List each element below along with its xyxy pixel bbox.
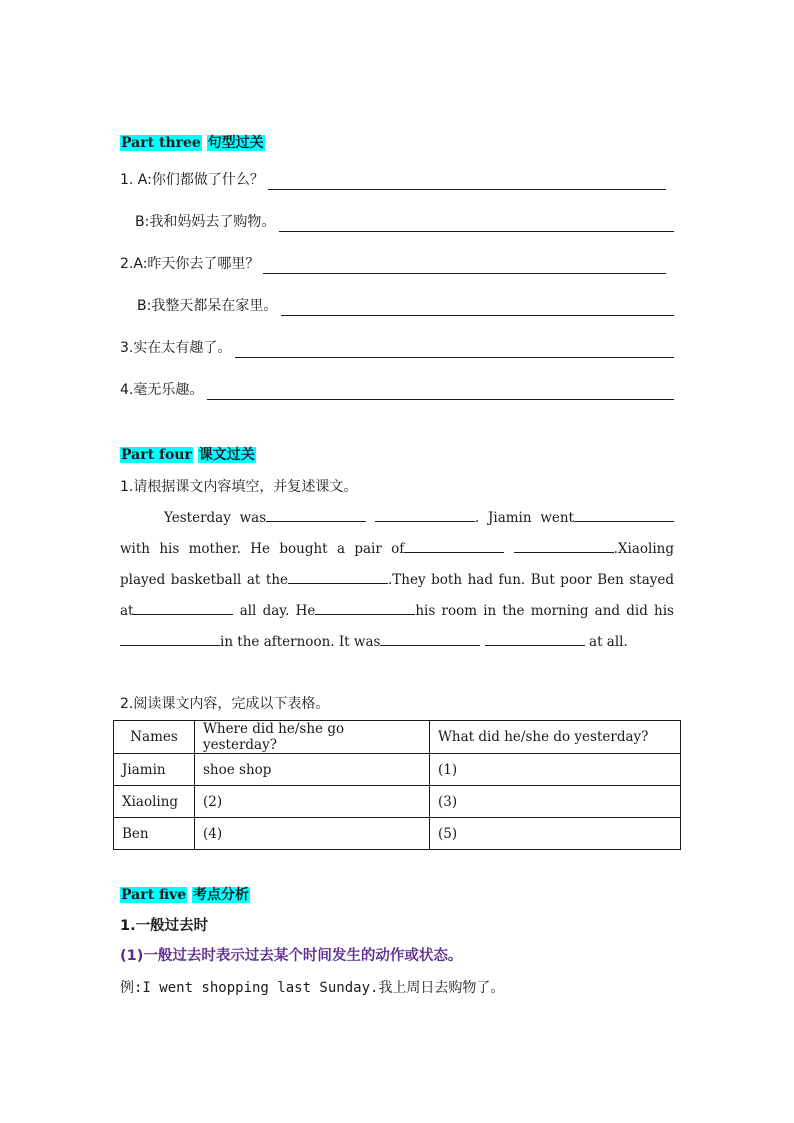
sentence-line-6 <box>120 380 674 400</box>
sentence-prompt: 4.毫无乐趣。 <box>120 382 204 398</box>
answer-blank[interactable] <box>514 538 614 553</box>
part-three-header <box>120 133 265 153</box>
grammar-rule: (1)一般过去时表示过去某个时间发生的动作或状态。 <box>120 948 463 964</box>
answer-blank[interactable] <box>268 175 666 190</box>
part-five-header <box>120 885 250 905</box>
answer-blank[interactable] <box>266 507 366 522</box>
sentence-prompt: 3.实在太有趣了。 <box>120 340 232 356</box>
sentence-prompt: B:我和妈妈去了购物。 <box>135 214 276 230</box>
sentence-prompt: B:我整天都呆在家里。 <box>137 298 278 314</box>
table-cell[interactable]: (5) <box>430 818 681 850</box>
table-cell: shoe shop <box>195 754 430 786</box>
sentence-line-3 <box>120 254 666 274</box>
sentence-prompt: 2.A:昨天你去了哪里？ <box>120 256 260 272</box>
part-four-label: Part four <box>121 447 192 463</box>
table-header-cell: Names <box>114 721 195 754</box>
table-row <box>114 786 681 818</box>
answer-table <box>113 720 681 850</box>
answer-blank[interactable] <box>133 600 233 615</box>
answer-blank[interactable] <box>380 631 480 646</box>
answer-blank[interactable] <box>120 631 220 646</box>
table-header-cell: Where did he/she go yesterday? <box>195 721 430 754</box>
passage-text: all day. He <box>239 603 316 619</box>
passage-text: with his mother. He bought a pair of <box>120 541 405 557</box>
example-sentence: 例:I went shopping last Sunday.我上周日去购物了。 <box>120 980 505 996</box>
answer-blank[interactable] <box>263 259 666 274</box>
cloze-passage <box>120 503 674 658</box>
table-cell: Xiaoling <box>114 786 195 818</box>
answer-blank[interactable] <box>404 538 504 553</box>
part-four-header <box>120 445 256 465</box>
table-cell[interactable]: (1) <box>430 754 681 786</box>
table-cell: Jiamin <box>114 754 195 786</box>
passage-text: in the afternoon. It was <box>220 634 381 650</box>
point-title: 1.一般过去时 <box>120 918 209 934</box>
answer-blank[interactable] <box>375 507 475 522</box>
part-five-label: Part five <box>121 887 187 903</box>
part-five-title: 考点分析 <box>193 887 250 903</box>
question-1: 1.请根据课文内容填空，并复述课文。 <box>120 479 358 495</box>
passage-text: .They both had fun. But poor Ben stayed at <box>120 572 674 619</box>
sentence-prompt: 1. A:你们都做了什么？ <box>120 172 264 188</box>
answer-blank[interactable] <box>485 631 585 646</box>
question-2: 2.阅读课文内容，完成以下表格。 <box>120 696 330 712</box>
table-row <box>114 818 681 850</box>
sentence-line-5 <box>120 338 674 358</box>
passage-text: .Xiaoling played basketball at the <box>120 541 674 588</box>
answer-blank[interactable] <box>207 385 674 400</box>
part-four-title: 课文过关 <box>198 447 255 463</box>
passage-text: . Jiamin went <box>474 510 574 526</box>
table-cell[interactable]: (2) <box>195 786 430 818</box>
passage-text: Yesterday was <box>164 510 267 526</box>
table-header-cell: What did he/she do yesterday? <box>430 721 681 754</box>
sentence-line-1 <box>120 170 666 190</box>
sentence-line-4 <box>137 296 674 316</box>
table-cell[interactable]: (4) <box>195 818 430 850</box>
table-row <box>114 754 681 786</box>
answer-blank[interactable] <box>315 600 415 615</box>
table-cell: Ben <box>114 818 195 850</box>
answer-blank[interactable] <box>235 343 674 358</box>
answer-blank[interactable] <box>281 301 674 316</box>
answer-blank[interactable] <box>574 507 674 522</box>
passage-text: his room in the morning and did his <box>415 603 674 619</box>
table-cell[interactable]: (3) <box>430 786 681 818</box>
passage-text: at all. <box>589 634 628 650</box>
answer-blank[interactable] <box>288 569 388 584</box>
answer-blank[interactable] <box>279 217 674 232</box>
table-header-row <box>114 721 681 754</box>
part-three-label: Part three <box>121 135 201 151</box>
part-three-title: 句型过关 <box>207 135 264 151</box>
sentence-line-2 <box>135 212 674 232</box>
